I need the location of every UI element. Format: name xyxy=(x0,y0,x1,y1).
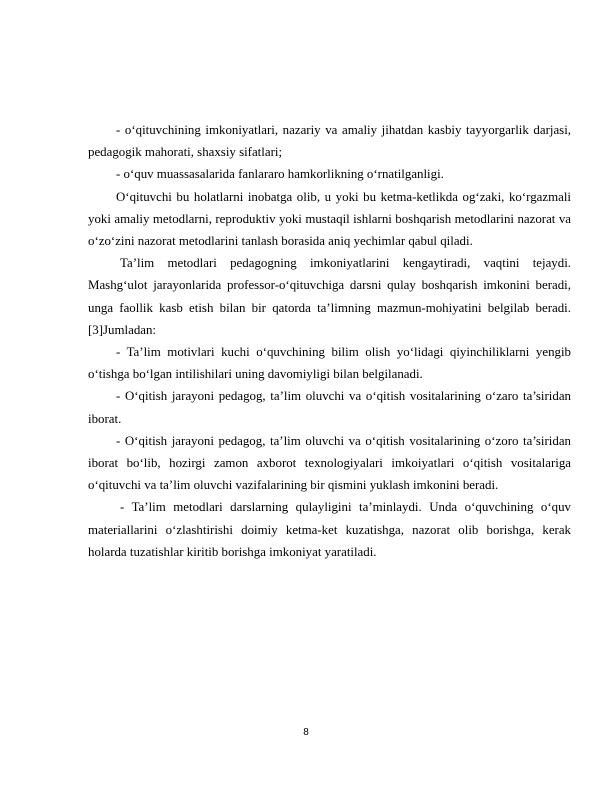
paragraph: - Ta’lim metodlari darslarning qulayligini ta’minlaydi. Unda o‘quvchining o‘quv materiallarini o‘zlashtirishi doimiy ketma-ket kuzatishga, nazorat olib borishga, kerak holarda tuzatishlar kiritib borishga imkoniyat yaratiladi. xyxy=(88,500,571,559)
paragraph: Ta’lim metodlari pedagogning imkoniyatlarini kengaytiradi, vaqtini tejaydi. Mashg‘ulot jarayonlarida professor-o‘qituvchiga darsni qulay boshqarish imkonini beradi, unga faollik kasb etish bilan bir qatorda ta’limning mazmun-mohiyatini belgilab beradi. [3]Jumladan: xyxy=(88,256,571,337)
paragraph: - Ta’lim motivlari kuchi o‘quvchining bilim olish yo‘lidagi qiyinchiliklarni yengib o‘tishga bo‘lgan intilishilari uning davomiyligi bilan belgilanadi. xyxy=(88,345,571,382)
paragraph: - O‘qitish jarayoni pedagog, ta’lim oluvchi va o‘qitish vositalarining o‘zoro ta’siridan iborat bo‘lib, hozirgi zamon axborot texnologiyalari imkoiyatlari o‘qitish vositalariga o‘qituvchi va ta’lim oluvchi vazifalarining bir qismini yuklash imkonini beradi. xyxy=(88,433,571,493)
paragraph: O‘qituvchi bu holatlarni inobatga olib, u yoki bu ketma-ketlikda og‘zaki, ko‘rgazmali yoki amaliy metodlarni, reproduktiv yoki mustaqil ishlarni boshqarish metodlarini nazorat va o‘zo‘zini nazorat metodlarini tanlash borasida aniq yechimlar qabul qiladi. xyxy=(88,189,571,249)
page-number: 8 xyxy=(303,727,309,738)
paragraph: - o‘quv muassasalarida fanlararo hamkorlikning o‘rnatilganligi. xyxy=(116,167,444,182)
document-body xyxy=(88,119,571,563)
paragraph: - o‘qituvchining imkoniyatlari, nazariy va amaliy jihatdan kasbiy tayyorgarlik darjasi, pedagogik mahorati, shaxsiy sifatlari; xyxy=(88,123,571,160)
paragraph: - O‘qitish jarayoni pedagog, ta’lim oluvchi va o‘qitish vositalarining o‘zaro ta’siridan iborat. xyxy=(88,389,571,426)
